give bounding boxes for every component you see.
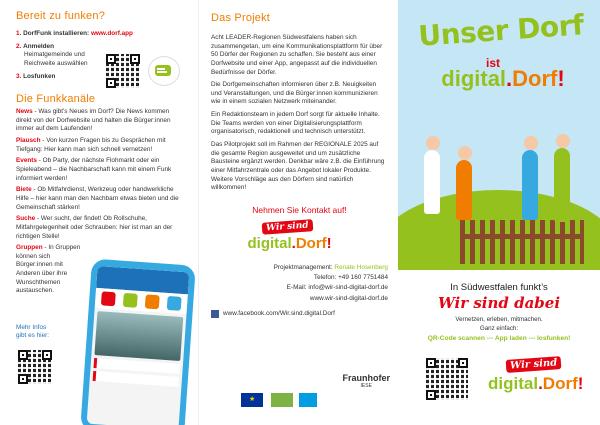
tagline: Vernetzen, erleben, mitmachen. Ganz einfach: [455,316,543,332]
cover-title-ist: ist [486,56,501,70]
contact-details [211,263,388,304]
app-link[interactable]: www.dorf.app [90,30,133,37]
fence-illustration [460,220,584,264]
app-news-card [93,371,179,387]
panel-cover [398,0,600,425]
step-title: DorfFunk installieren: [23,30,90,37]
person-illustration [424,150,440,214]
more-info-label: Mehr Infos gibt es hier: [16,324,50,340]
step-text: Heimatgemeinde und Reichweite auswählen [24,51,88,67]
nrw-logo [299,393,317,407]
step-number: 2. [16,42,22,50]
person-illustration [456,160,472,220]
wir-sind-digital-dorf-logo: Wir sind digital.Dorf! [247,220,332,252]
contact-section [211,205,388,318]
channel-events: Events - Ob Party, der nächste Flohmarkt oder ein Spieleabend – die Nachbarschaft kann mit einem Funk informiert werden! [16,157,172,182]
fraunhofer-logo: Fraunhofer IESE [342,373,390,389]
step-number: 3. [16,72,22,80]
step-title: Losfunken [23,72,56,80]
person-illustration [554,148,570,222]
heading-ready: Bereit zu funken? [16,10,106,22]
phone-screen [87,266,190,425]
slogan-block [398,282,600,342]
heading-project: Das Projekt [211,12,271,24]
step-number: 1. [16,30,22,37]
phone-number: Telefon: +49 160 7751484 [313,274,388,282]
project-paragraph: Die Dorfgemeinschaften informieren über z.B. Neuigkeiten und Veranstaltungen, und die Bürger:innen kommunizieren wie in einem sozialen Netzwerk miteinander. [211,81,378,106]
cover-title: Unser Dorf [417,8,585,53]
project-paragraph: Ein Redaktionsteam in jedem Dorf sorgt für aktuelle Inhalte. Die Teams werden von einer Digitalisierungsplattform organisatorisch, redaktionell und technisch unterstützt. [211,111,380,136]
channel-plausch: Plausch - Von kurzen Fragen bis zu Gesprächen mit Tiefgang: Hier kann man sich schnell vernetzen! [16,137,166,153]
channel-gruppen: Gruppen - In Gruppen können sich Bürger:innen mit Anderen über ihre Wunschthemen austauschen. [16,244,81,295]
app-news-photo [94,311,183,361]
phone-mockup [80,259,196,425]
project-paragraph: Das Pilotprojekt soll im Rahmen der REGIONALE 2025 auf die gesamte Region ausgeweitet und um zusätzliche Bausteine ergänzt werden. Denkbar wäre z.B. die Einführung einer Mitfahrzentrale oder das Angebot lokaler Produkte. Weitere Vorschläge aus den Dörfern sind natürlich willkommen! [211,141,385,192]
channel-suche: Suche - Wer sucht, der findet! Ob Rollschuhe, Mitfahrgelegenheit oder Schrauben: hier ist man an der richtigen Stelle! [16,215,173,240]
panel-project [198,0,398,425]
project-text [211,34,388,193]
qr-code-info[interactable] [18,350,52,384]
qr-code-cover[interactable] [426,358,468,400]
person-illustration [522,150,538,220]
leader-logo [271,393,293,407]
project-manager: Projektmanagement: Renate Hosenberg [273,263,388,271]
panel-getting-started [0,0,198,425]
chat-icon [148,56,180,86]
channel-biete: Biete - Ob Mitfahrdienst, Werkzeug oder handwerkliche Hilfe – hier kann man den Nachbarn etwas bieten und die Gemeinschaft stärken! [16,186,179,211]
step-2 [16,43,104,69]
website-link[interactable]: www.wir-sind-digital-dorf.de [309,294,388,302]
cover-title-digital-dorf: digital.Dorf! [441,66,565,91]
call-to-action: QR-Code scannen --- App laden --- losfunken! [427,335,571,343]
slogan-line-2: Wir sind dabei [437,294,561,312]
sponsor-logos [211,373,390,421]
step-title: Anmelden [23,42,55,50]
eu-flag-logo [241,393,263,407]
heading-channels: Die Funkkanäle [16,93,96,106]
qr-code-app[interactable] [106,54,140,88]
step-1 [16,30,186,39]
channel-news: News - Was gibt’s Neues im Dorf? Die News kommen direkt von der Dorfwebsite und halten die Bürger:innen immer auf dem Laufenden! [16,108,171,133]
slogan-line-1: In Südwestfalen funkt’s [450,282,548,293]
email-link[interactable]: E-Mail: info@wir-sind-digital-dorf.de [286,284,388,292]
facebook-link[interactable]: www.facebook.com/Wir.sind.digital.Dorf [211,310,388,318]
contact-heading: Nehmen Sie Kontakt auf! [252,204,347,215]
wir-sind-digital-dorf-logo-large: Wir sind digital.Dorf! [488,357,584,393]
project-paragraph: Acht LEADER-Regionen Südwestfalens haben sich zusammengetan, um eine Kommunikationsplattform für über 50 Dörfer der Regionen zu schaffen. Sie besteht aus einer Dorfwebsite und einer App, angepasst auf die individuellen Bedürfnisse der Dörfer. [211,34,383,76]
facebook-icon [211,310,219,318]
